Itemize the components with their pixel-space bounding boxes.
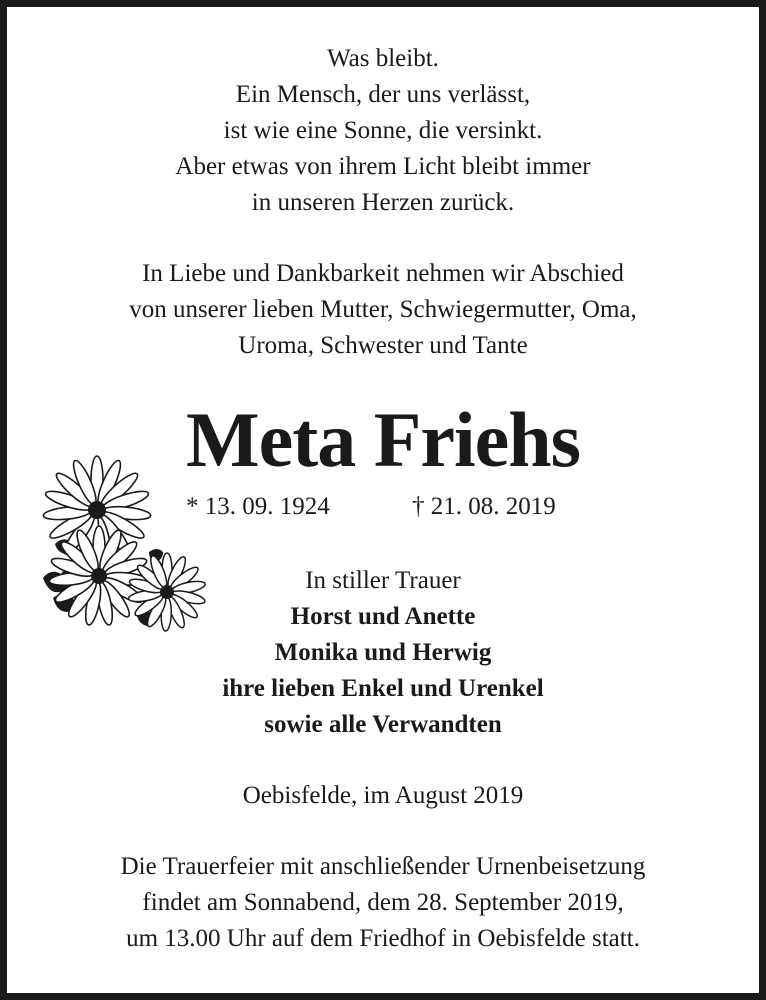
intro-line: Uroma, Schwester und Tante (238, 332, 528, 359)
deceased-name: Meta Friehs (185, 396, 580, 483)
place-date: Oebisfelde, im August 2019 (242, 782, 524, 809)
poem-line: Aber etwas von ihrem Licht bleibt immer (175, 153, 591, 180)
intro-line: von unserer lieben Mutter, Schwiegermutter, Oma, (129, 296, 637, 323)
poem-line: ist wie eine Sonne, die versinkt. (223, 117, 543, 144)
mourner-name: Monika und Herwig (274, 639, 492, 666)
mourner-name: Horst und Anette (290, 603, 476, 630)
funeral-line: um 13.00 Uhr auf dem Friedhof in Oebisfelde statt. (126, 925, 640, 952)
birth-date: * 13. 09. 1924 (186, 493, 330, 520)
mourner-name: sowie alle Verwandten (264, 711, 502, 738)
poem-line: Ein Mensch, der uns verlässt, (235, 81, 531, 108)
poem-line: in unseren Herzen zurück. (251, 189, 515, 216)
funeral-line: Die Trauerfeier mit anschließender Urnenbeisetzung (120, 853, 646, 880)
death-date: † 21. 08. 2019 (412, 493, 556, 520)
intro-line: In Liebe und Dankbarkeit nehmen wir Abschied (142, 260, 624, 287)
mourner-name: ihre lieben Enkel und Urenkel (222, 675, 544, 702)
mourners-heading: In stiller Trauer (305, 567, 461, 594)
funeral-line: findet am Sonnabend, dem 28. September 2019, (142, 889, 624, 916)
poem-line: Was bleibt. (327, 45, 439, 72)
